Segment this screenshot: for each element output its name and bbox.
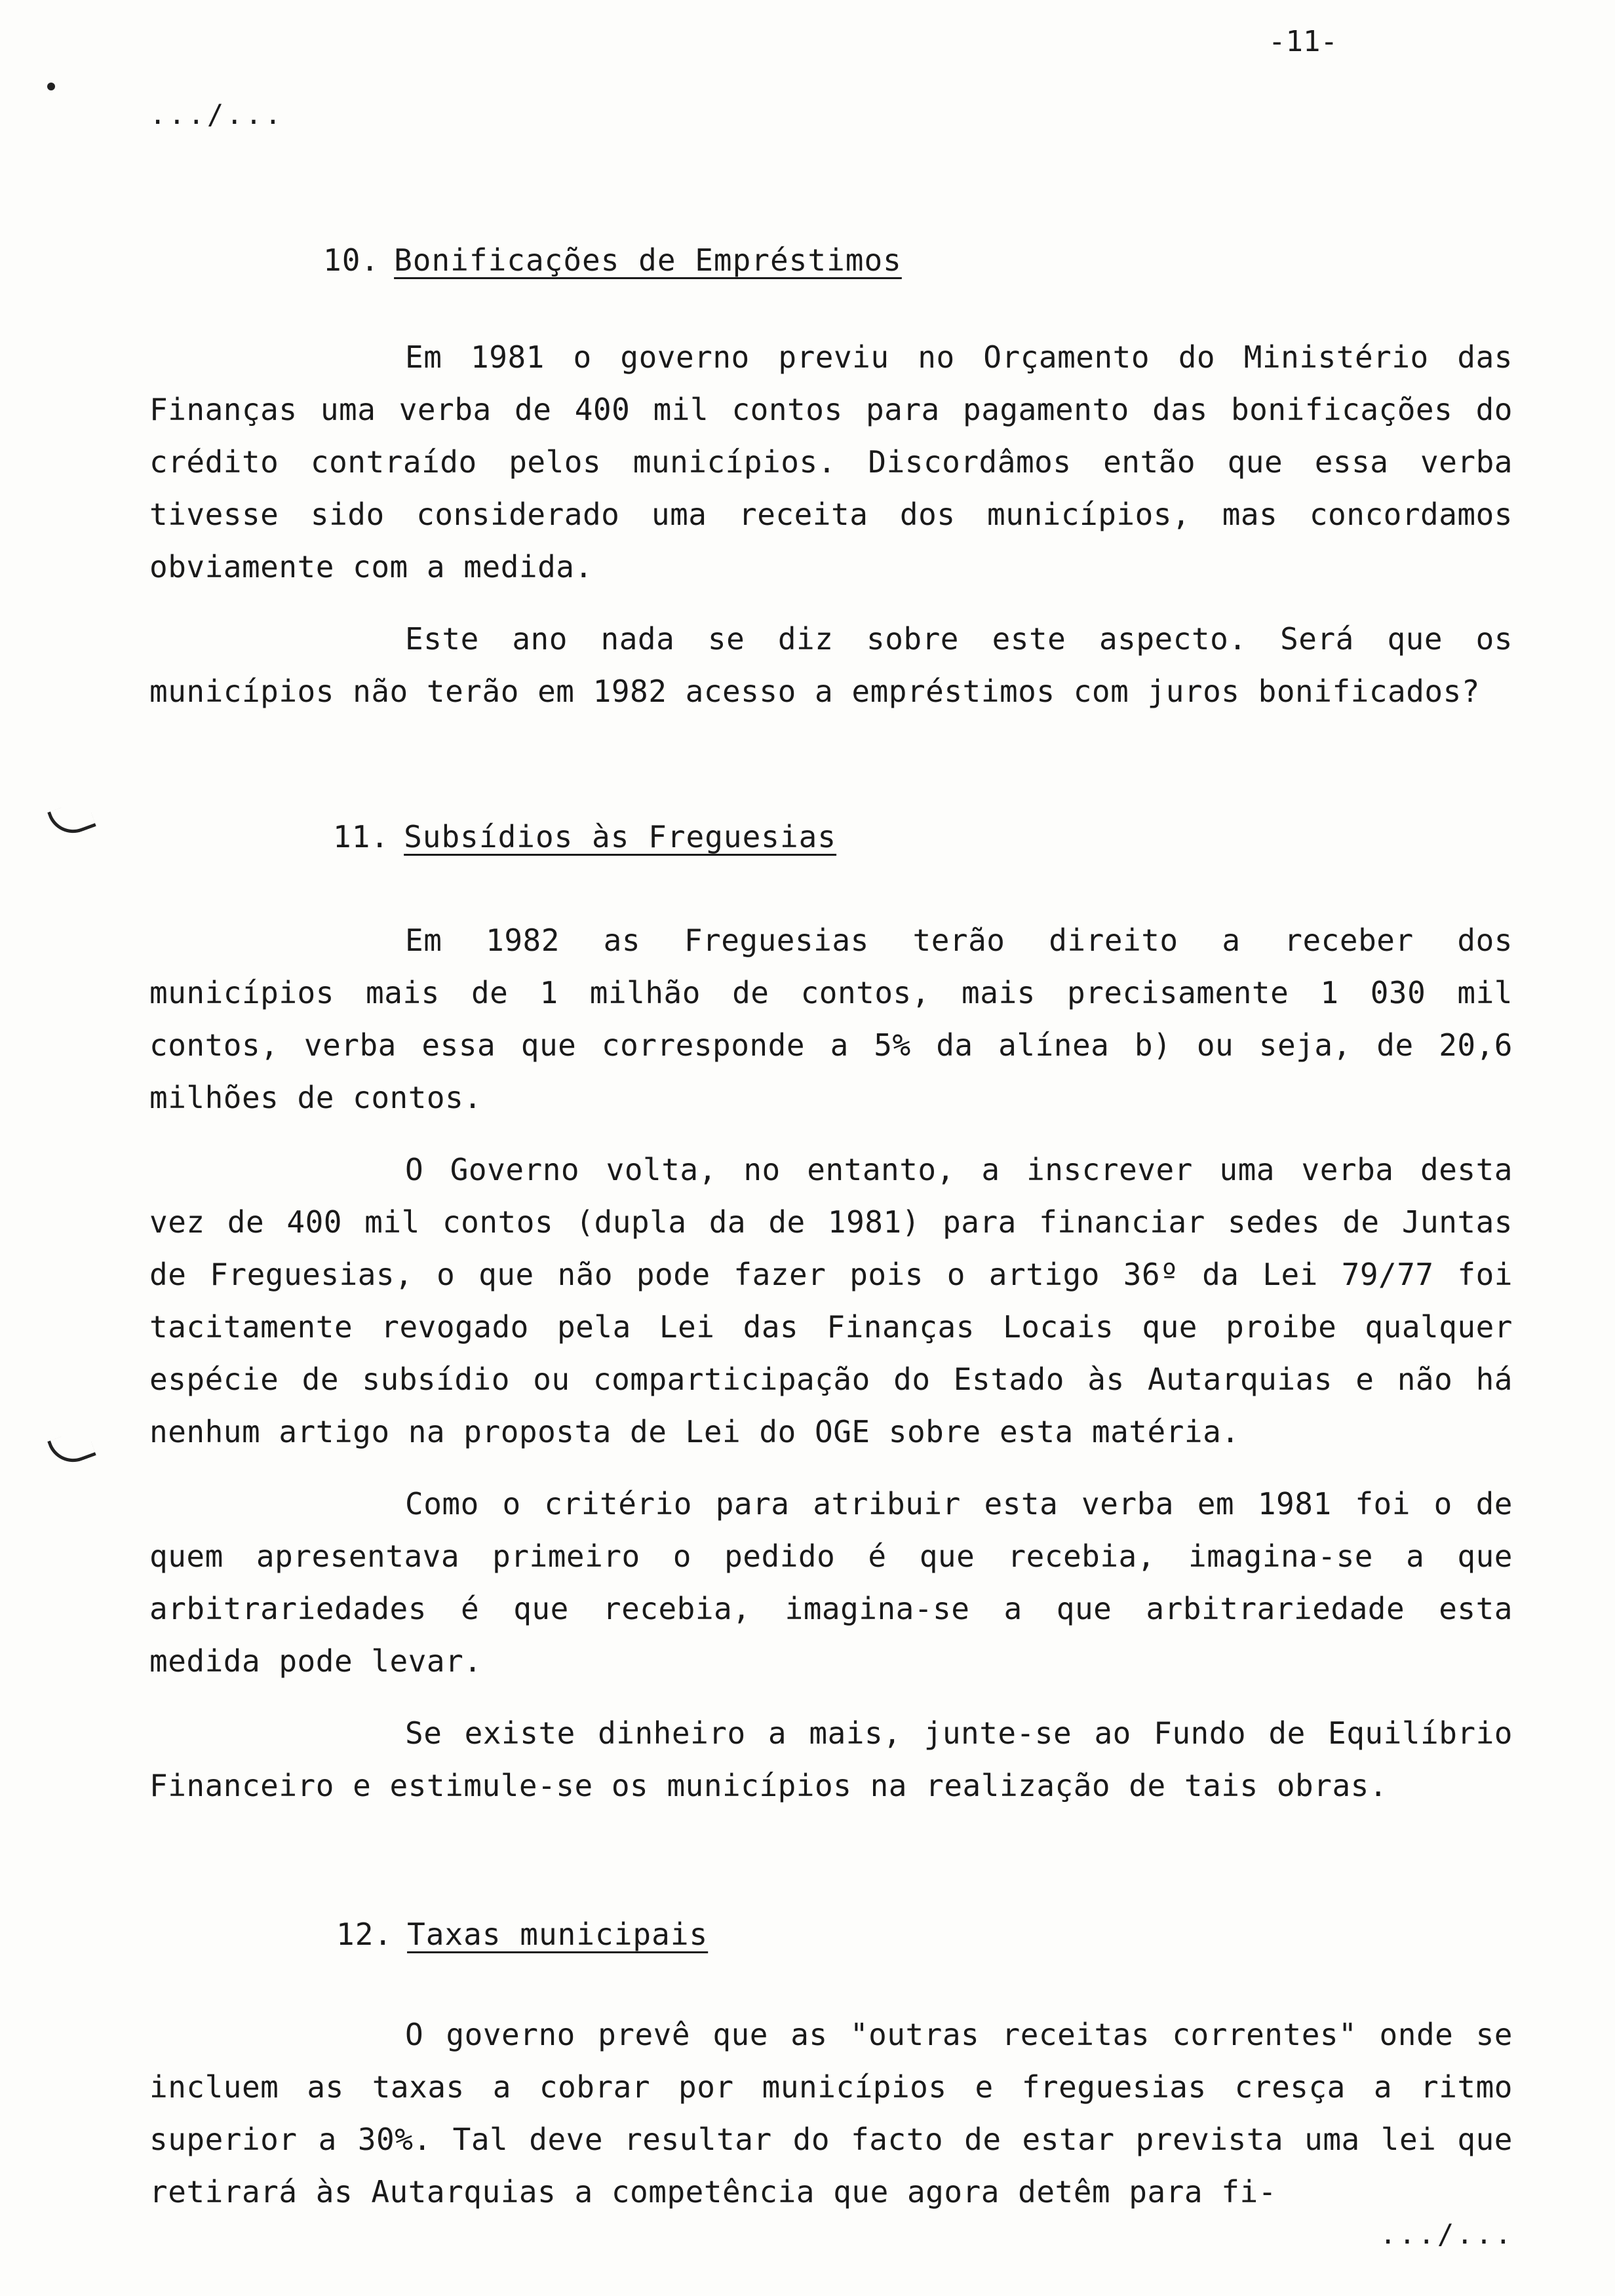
- paragraph: Se existe dinheiro a mais, junte-se ao Fundo de Equilíbrio Financeiro e estimule-se os municípios na realização de tais obras.: [149, 1715, 1513, 1803]
- paragraph: O Governo volta, no entanto, a inscrever uma verba desta vez de 400 mil contos (dupla da de 1981) para financiar sedes de Juntas de Freguesias, o que não pode fazer pois o artigo 36º da Lei 79/77 foi tacitamente revogado pela Lei das Finanças Locais que proibe qualquer espécie de subsídio ou comparticipação do Estado às Autarquias e não há nenhum artigo na proposta de Lei do OGE sobre esta matéria.: [149, 1152, 1513, 1449]
- section-title: Taxas municipais: [407, 1917, 709, 1952]
- section-number: 12.: [336, 1917, 393, 1952]
- section-heading: [336, 1917, 708, 1952]
- paragraph: Como o critério para atribuir esta verba em 1981 foi o de quem apresentava primeiro o pedido é que recebia, imagina-se a que arbitrariedades é que recebia, imagina-se a que arbitrariedade esta medida pode levar.: [149, 1486, 1513, 1679]
- continuation-marker-top: .../...: [149, 98, 284, 130]
- scan-mark-dot: [47, 83, 55, 90]
- paragraph: Este ano nada se diz sobre este aspecto. Será que os municípios não terão em 1982 acesso a empréstimos com juros bonificados?: [149, 621, 1513, 709]
- section-heading: [323, 242, 902, 278]
- section-title: Subsídios às Freguesias: [404, 819, 837, 854]
- continuation-marker-bottom: .../...: [1380, 2218, 1515, 2250]
- section-number: 10.: [323, 242, 380, 278]
- section-number: 11.: [333, 819, 390, 854]
- paragraph: O governo prevê que as "outras receitas correntes" onde se incluem as taxas a cobrar por municípios e freguesias cresça a ritmo superior a 30%. Tal deve resultar do facto de estar prevista uma lei que retirará às Autarquias a competência que agora detêm para fi-: [149, 2017, 1513, 2210]
- paragraph: Em 1981 o governo previu no Orçamento do Ministério das Finanças uma verba de 400 mil contos para pagamento das bonificações do crédito contraído pelos municípios. Discordâmos então que essa verba tivesse sido considerado uma receita dos municípios, mas concordamos obviamente com a medida.: [149, 339, 1513, 584]
- margin-bracket-mark: [47, 799, 96, 841]
- page-number: -11-: [1268, 25, 1338, 58]
- section-title: Bonificações de Empréstimos: [394, 242, 902, 278]
- margin-bracket-mark: [47, 1428, 96, 1470]
- section-heading: [333, 819, 836, 854]
- paragraph: Em 1982 as Freguesias terão direito a receber dos municípios mais de 1 milhão de contos, mais precisamente 1 030 mil contos, verba essa que corresponde a 5% da alínea b) ou seja, de 20,6 milhões de contos.: [149, 923, 1513, 1115]
